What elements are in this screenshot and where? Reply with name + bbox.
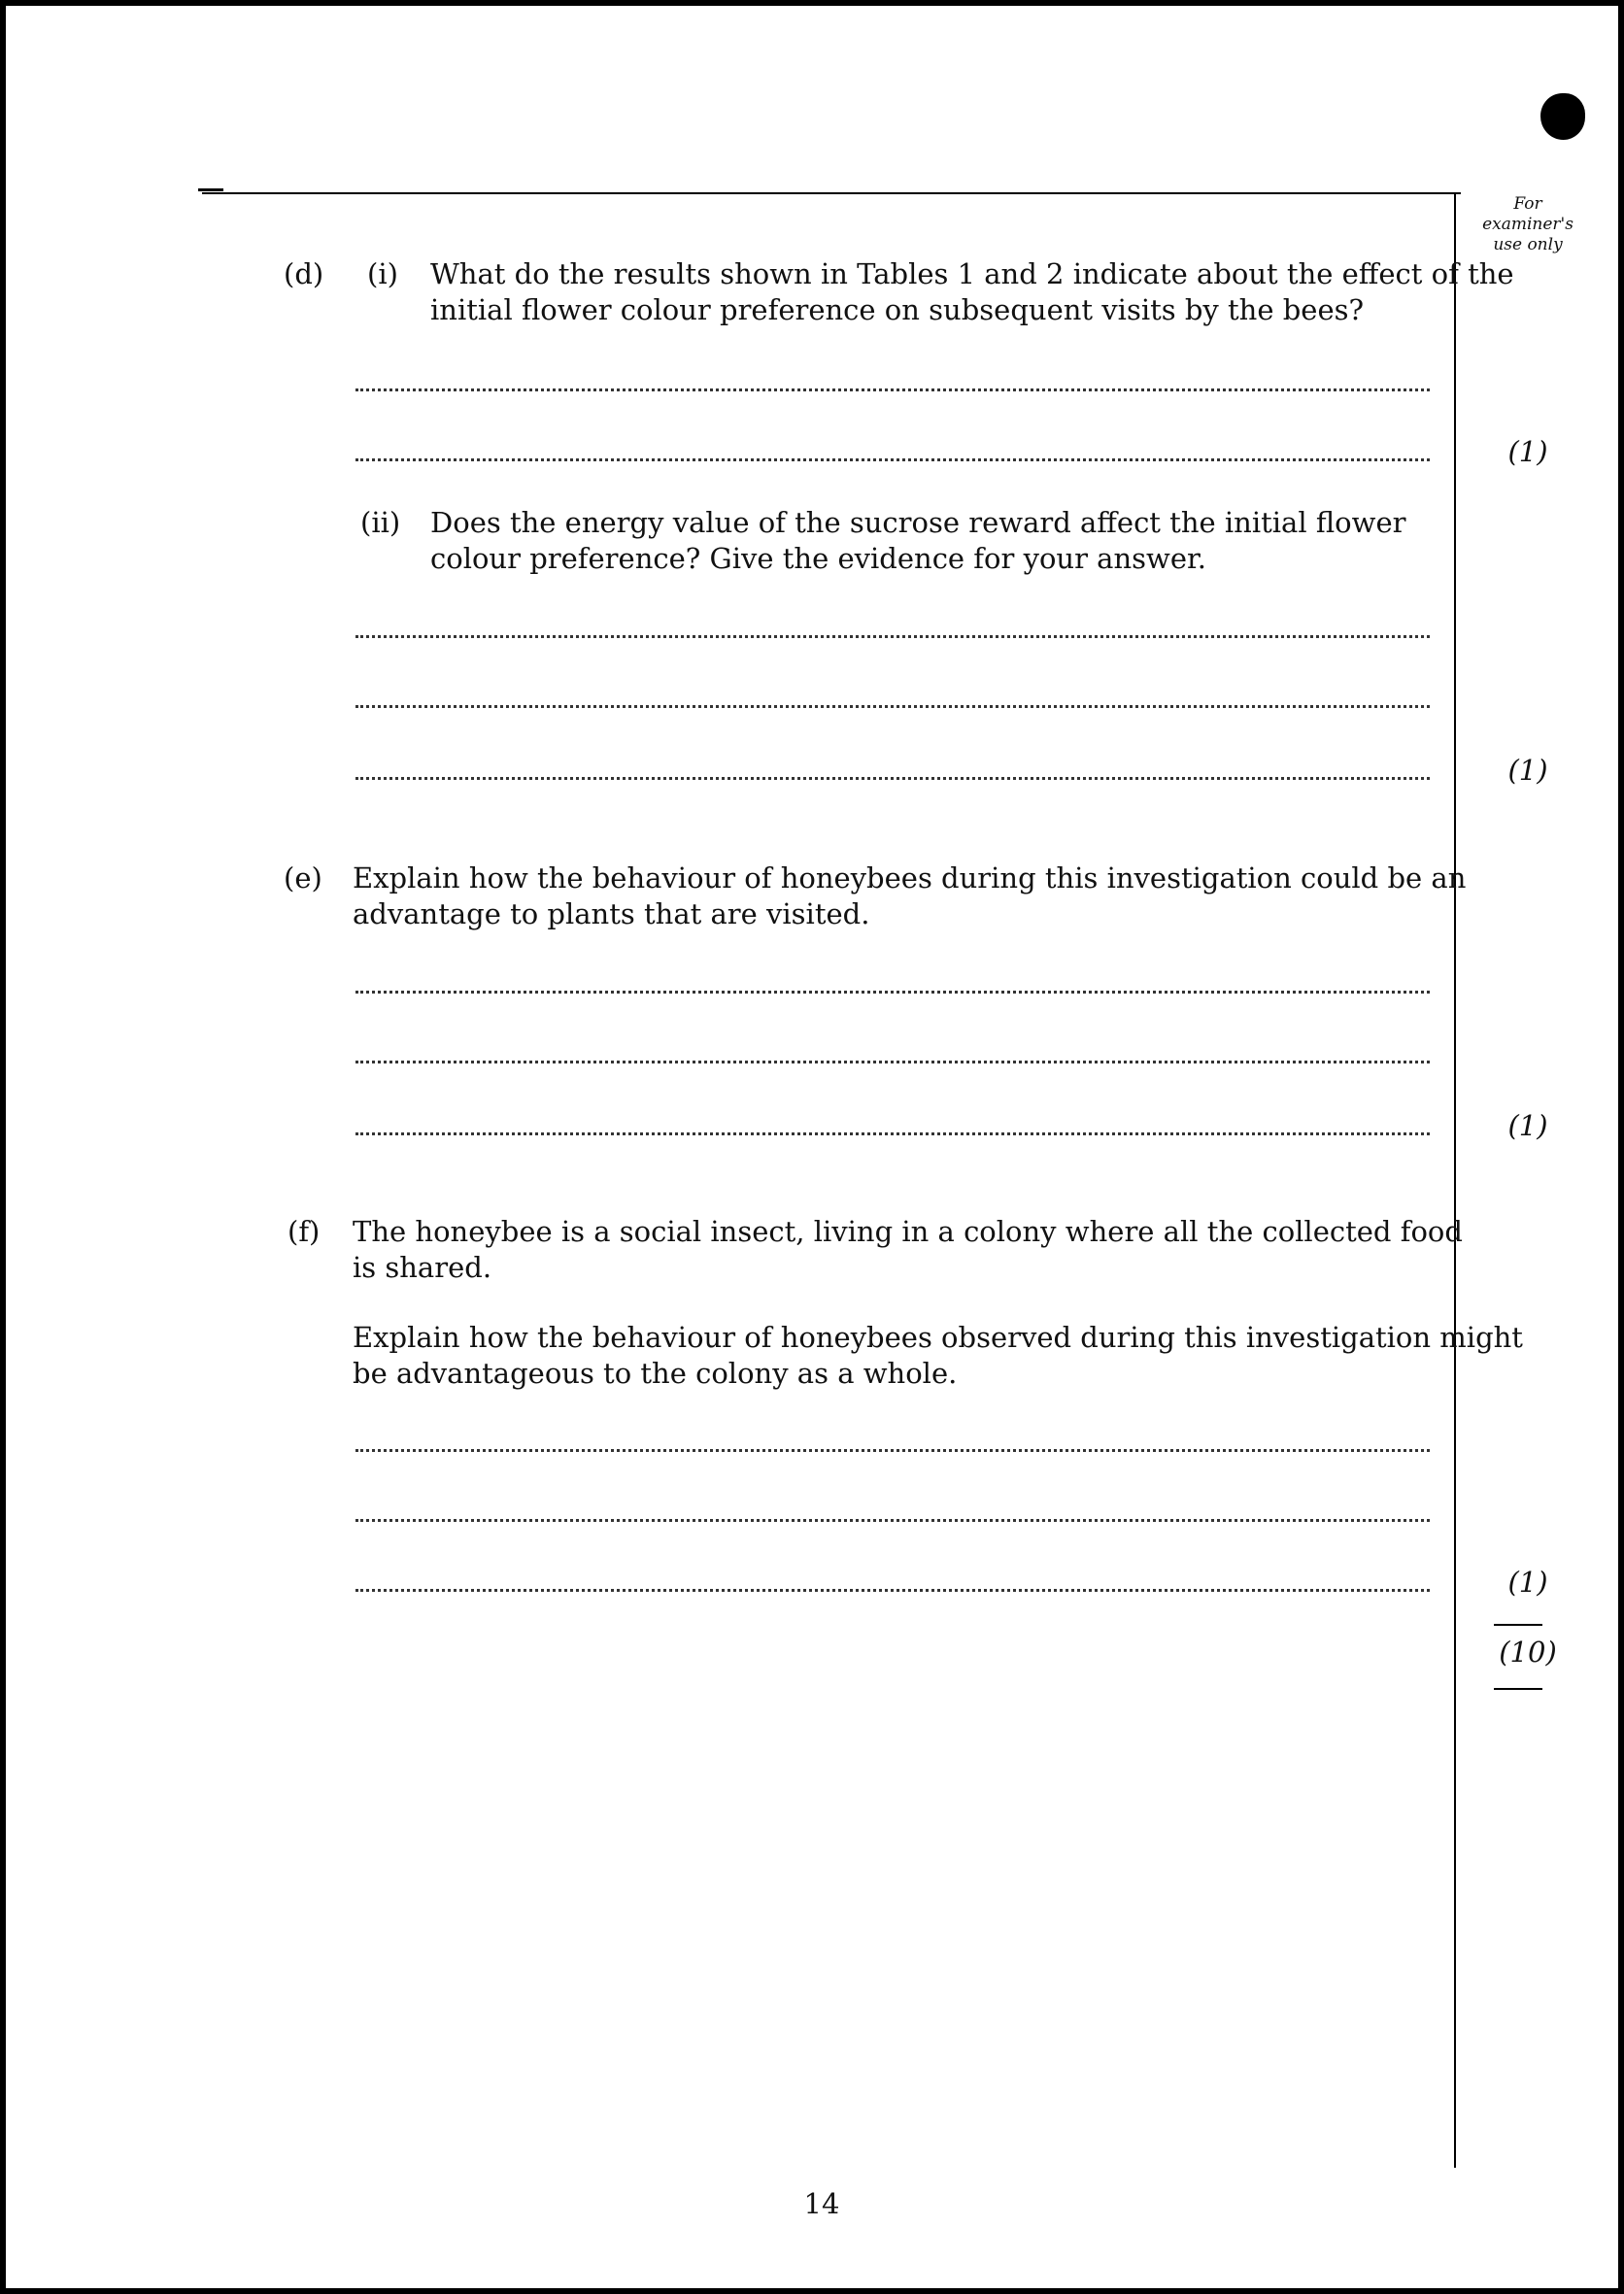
part-e-label: (e) xyxy=(284,861,322,894)
question-e-line2: advantage to plants that are visited. xyxy=(353,897,870,930)
answer-line-e-1[interactable] xyxy=(355,991,1430,994)
question-d-i-line1: What do the results shown in Tables 1 and 2 indicate about the effect of the xyxy=(430,257,1514,290)
question-f-intro-line1: The honeybee is a social insect, living in a colony where all the collected food xyxy=(353,1215,1463,1248)
total-rule-top xyxy=(1494,1624,1542,1626)
question-f-intro-line2: is shared. xyxy=(353,1251,492,1284)
mark-e: (1) xyxy=(1507,1109,1548,1142)
question-d-ii-line1: Does the energy value of the sucrose reward affect the initial flower xyxy=(430,506,1406,539)
examiner-note xyxy=(1465,194,1591,255)
question-total: (10) xyxy=(1499,1636,1557,1669)
part-f-label: (f) xyxy=(288,1215,321,1248)
mark-d-ii: (1) xyxy=(1507,754,1548,787)
part-d-i-label: (i) xyxy=(367,257,398,290)
mark-f: (1) xyxy=(1507,1566,1548,1599)
question-d-ii-line2: colour preference? Give the evidence for your answer. xyxy=(430,542,1206,575)
answer-line-e-2[interactable] xyxy=(355,1061,1430,1063)
rule-tick xyxy=(198,188,223,191)
total-rule-bottom xyxy=(1494,1688,1542,1690)
part-d-ii-label: (ii) xyxy=(360,506,401,539)
page-number: 14 xyxy=(803,2187,840,2220)
question-f-line2: be advantageous to the colony as a whole. xyxy=(353,1357,958,1390)
answer-line-d-i-1[interactable] xyxy=(355,388,1430,391)
registration-mark xyxy=(1540,93,1585,140)
answer-line-f-3[interactable] xyxy=(355,1589,1430,1592)
answer-line-d-i-2[interactable] xyxy=(355,458,1430,461)
part-d-label: (d) xyxy=(284,257,324,290)
examiner-note-line: examiner's xyxy=(1482,215,1573,234)
answer-line-e-3[interactable] xyxy=(355,1132,1430,1135)
answer-line-f-1[interactable] xyxy=(355,1449,1430,1452)
question-f-line1: Explain how the behaviour of honeybees observed during this investigation might xyxy=(353,1321,1523,1354)
question-d-i-line2: initial flower colour preference on subsequent visits by the bees? xyxy=(430,293,1365,326)
top-rule xyxy=(202,192,1461,194)
examiner-note-line: For xyxy=(1513,194,1542,214)
mark-d-i: (1) xyxy=(1507,435,1548,468)
answer-line-d-ii-2[interactable] xyxy=(355,705,1430,708)
answer-line-d-ii-3[interactable] xyxy=(355,777,1430,780)
answer-line-f-2[interactable] xyxy=(355,1519,1430,1522)
examiner-margin-rule xyxy=(1454,192,1456,2168)
question-e-line1: Explain how the behaviour of honeybees during this investigation could be an xyxy=(353,861,1467,894)
answer-line-d-ii-1[interactable] xyxy=(355,635,1430,638)
examiner-note-line: use only xyxy=(1493,235,1563,254)
